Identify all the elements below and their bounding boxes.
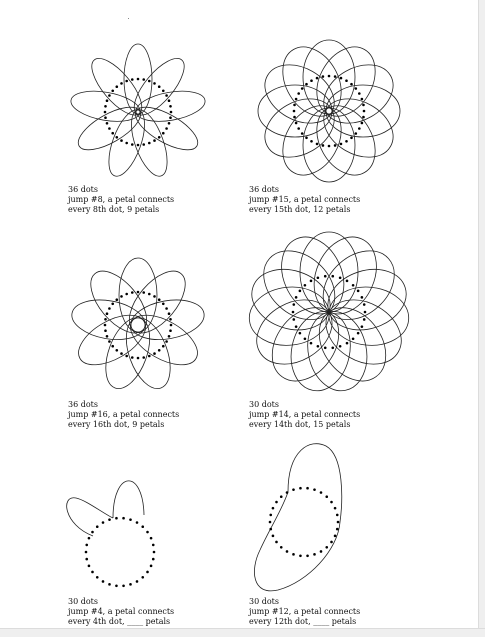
dot: [292, 553, 295, 556]
dot: [129, 583, 132, 586]
dot: [142, 78, 145, 81]
dot: [111, 132, 114, 135]
dot: [152, 558, 155, 561]
caption-fig2: [249, 185, 360, 215]
caption-line: jump #16, a petal connects: [68, 410, 180, 419]
dot: [280, 495, 283, 498]
dot: [297, 127, 300, 130]
dot: [129, 518, 132, 521]
dot: [169, 318, 172, 321]
dot: [111, 302, 114, 305]
figure-30-dots-jump-4: [60, 470, 180, 592]
dot: [331, 347, 334, 350]
dot: [106, 335, 109, 338]
dot: [310, 280, 313, 283]
dot: [104, 318, 107, 321]
dot: [350, 83, 353, 86]
dot: [320, 491, 323, 494]
dot: [324, 347, 327, 350]
caption-fig4: [249, 400, 360, 430]
dot: [293, 104, 296, 107]
dot: [292, 488, 295, 491]
dot: [310, 140, 313, 143]
dot: [168, 122, 171, 125]
dot: [108, 127, 111, 130]
dot: [350, 137, 353, 140]
dot: [137, 144, 140, 147]
dot: [169, 329, 172, 332]
dot: [168, 312, 171, 315]
dot: [362, 104, 365, 107]
dot: [165, 340, 168, 343]
dot: [304, 337, 307, 340]
dot: [355, 87, 358, 90]
dot: [361, 325, 364, 328]
dot: [125, 80, 128, 83]
dot: [146, 531, 149, 534]
dot: [137, 291, 140, 294]
dot: [301, 87, 304, 90]
caption-line: jump #15, a petal connects: [249, 195, 361, 204]
figure-30-dots-jump-12: [248, 440, 350, 592]
dot: [364, 311, 367, 314]
dot: [104, 329, 107, 332]
dot: [168, 335, 171, 338]
caption-line: jump #12, a petal connects: [249, 607, 361, 616]
dot: [299, 332, 302, 335]
dot: [108, 94, 111, 97]
dot: [102, 521, 105, 524]
dot: [269, 514, 272, 517]
bottom-edge: [0, 628, 485, 637]
dot: [292, 311, 295, 314]
dot: [115, 349, 118, 352]
dot: [269, 528, 272, 531]
dot: [142, 143, 145, 146]
dot: [165, 127, 168, 130]
dot: [153, 82, 156, 85]
caption-line: jump #4, a petal connects: [68, 607, 175, 616]
dot: [346, 342, 349, 345]
caption-fig3: [68, 400, 179, 430]
dot: [313, 553, 316, 556]
caption-fig1: [68, 185, 174, 215]
dot: [106, 122, 109, 125]
dot: [272, 507, 275, 510]
dot: [317, 345, 320, 348]
dot: [115, 298, 118, 301]
dot: [304, 284, 307, 287]
dot: [328, 145, 331, 148]
dot: [334, 75, 337, 78]
dot: [152, 544, 155, 547]
dot: [363, 318, 366, 321]
caption-line: every 14th dot, 15 petals: [249, 420, 351, 429]
dot: [158, 349, 161, 352]
dot: [269, 521, 272, 524]
dot: [286, 491, 289, 494]
dot: [111, 345, 114, 348]
dot: [153, 295, 156, 298]
dot: [125, 293, 128, 296]
dot: [91, 531, 94, 534]
petal: [128, 295, 207, 345]
dot: [305, 83, 308, 86]
dot: [325, 495, 328, 498]
dot: [91, 571, 94, 574]
dot: [108, 583, 111, 586]
dot: [316, 77, 319, 80]
dot: [334, 507, 337, 510]
dot: [102, 580, 105, 583]
dot: [352, 337, 355, 340]
dot: [115, 136, 118, 139]
dot: [122, 585, 125, 588]
caption-line: every 15th dot, 12 petals: [249, 205, 351, 214]
dot: [340, 77, 343, 80]
dot: [295, 296, 298, 299]
dot: [275, 541, 278, 544]
dot: [148, 355, 151, 358]
dot: [131, 143, 134, 146]
dot: [330, 541, 333, 544]
dot: [148, 293, 151, 296]
dot: [115, 85, 118, 88]
dot: [85, 551, 88, 554]
dot: [168, 99, 171, 102]
dot: [88, 537, 91, 540]
dot: [275, 501, 278, 504]
figure-36-dots-jump-15: [247, 38, 411, 184]
dot: [125, 355, 128, 358]
caption-line: 36 dots: [249, 185, 279, 194]
dot: [158, 298, 161, 301]
dot: [293, 116, 296, 119]
petal: [113, 481, 144, 518]
dot: [104, 111, 107, 114]
dot: [108, 307, 111, 310]
dot: [96, 576, 99, 579]
dot: [106, 99, 109, 102]
caption-line: jump #8, a petal connects: [68, 195, 175, 204]
dot: [158, 85, 161, 88]
dot: [111, 89, 114, 92]
petal: [69, 295, 148, 345]
dot: [336, 514, 339, 517]
petal: [254, 444, 341, 591]
dot: [153, 139, 156, 142]
stray-mark: [128, 18, 129, 19]
dot: [305, 137, 308, 140]
dot: [357, 332, 360, 335]
caption-line: every 8th dot, 9 petals: [68, 205, 160, 214]
dot: [142, 356, 145, 359]
dot: [310, 79, 313, 82]
dot: [301, 132, 304, 135]
dot: [170, 111, 173, 114]
dot: [317, 276, 320, 279]
dot: [115, 517, 118, 520]
dot: [322, 144, 325, 147]
dot: [295, 122, 298, 125]
caption-line: 36 dots: [68, 185, 98, 194]
dot: [358, 92, 361, 95]
dot: [162, 89, 165, 92]
dot: [334, 144, 337, 147]
figure-30-dots-jump-14: [247, 228, 411, 396]
caption-fig5: [68, 597, 174, 627]
dot: [122, 517, 125, 520]
dot: [137, 78, 140, 81]
dot: [295, 325, 298, 328]
caption-line: 30 dots: [249, 597, 279, 606]
dot: [320, 550, 323, 553]
dot: [104, 324, 107, 327]
dot: [148, 142, 151, 145]
dot: [299, 555, 302, 558]
dot: [363, 303, 366, 306]
dot: [357, 290, 360, 293]
dot: [306, 555, 309, 558]
caption-line: jump #14, a petal connects: [249, 410, 361, 419]
rosette-diagram: [60, 470, 180, 592]
dot: [141, 576, 144, 579]
dot: [339, 276, 342, 279]
dot: [324, 275, 327, 278]
dot: [340, 143, 343, 146]
petal: [119, 258, 157, 332]
dot: [158, 136, 161, 139]
dot: [339, 345, 342, 348]
caption-line: 36 dots: [68, 400, 98, 409]
dot: [146, 571, 149, 574]
dot: [162, 132, 165, 135]
dot: [322, 75, 325, 78]
dot: [337, 521, 340, 524]
dot: [292, 303, 295, 306]
dot: [352, 284, 355, 287]
dot: [96, 525, 99, 528]
dot: [148, 80, 151, 83]
dot: [299, 290, 302, 293]
dot: [131, 356, 134, 359]
dot: [306, 487, 309, 490]
dot: [88, 565, 91, 568]
dot: [334, 535, 337, 538]
dot: [362, 116, 365, 119]
rosette-diagram: [247, 38, 411, 184]
dot: [150, 537, 153, 540]
caption-line: 30 dots: [68, 597, 98, 606]
dot: [165, 307, 168, 310]
dot: [286, 550, 289, 553]
dot: [137, 357, 140, 360]
dot: [104, 116, 107, 119]
figure-36-dots-jump-16: [66, 258, 210, 392]
rosette-diagram: [247, 228, 411, 396]
rosette-diagram: [66, 45, 210, 179]
caption-fig6: [249, 597, 360, 627]
dot: [120, 82, 123, 85]
dot: [165, 94, 168, 97]
dot: [120, 295, 123, 298]
dot: [272, 535, 275, 538]
dot: [345, 79, 348, 82]
dot: [316, 143, 319, 146]
dot: [85, 544, 88, 547]
dot: [136, 521, 139, 524]
dot: [170, 324, 173, 327]
dot: [125, 142, 128, 145]
dot: [299, 487, 302, 490]
dot: [363, 110, 366, 113]
dot: [330, 501, 333, 504]
dot: [361, 98, 364, 101]
petal: [67, 498, 113, 536]
dot: [361, 122, 364, 125]
dot: [336, 528, 339, 531]
dot: [108, 518, 111, 521]
figure-36-dots-jump-8: [66, 45, 210, 179]
dot: [346, 280, 349, 283]
dot: [358, 127, 361, 130]
rosette-diagram: [66, 258, 210, 392]
dot: [297, 92, 300, 95]
caption-line: every 12th dot, ____ petals: [249, 617, 357, 626]
dot: [169, 105, 172, 108]
dot: [108, 340, 111, 343]
rosette-diagram: [248, 440, 350, 592]
dot: [153, 352, 156, 355]
dot: [355, 132, 358, 135]
dot: [106, 312, 109, 315]
dot: [328, 75, 331, 78]
dot: [131, 78, 134, 81]
dot: [295, 98, 298, 101]
dot: [131, 291, 134, 294]
dot: [104, 105, 107, 108]
dot: [120, 352, 123, 355]
dot: [310, 342, 313, 345]
dot: [293, 110, 296, 113]
dot: [85, 558, 88, 561]
dot: [313, 488, 316, 491]
dot: [120, 139, 123, 142]
dot: [331, 275, 334, 278]
dot: [150, 565, 153, 568]
dot: [292, 318, 295, 321]
dot: [153, 551, 156, 554]
dot: [345, 140, 348, 143]
scrollbar-track[interactable]: [478, 0, 485, 637]
caption-line: every 16th dot, 9 petals: [68, 420, 165, 429]
caption-line: 30 dots: [249, 400, 279, 409]
dot: [136, 580, 139, 583]
caption-line: every 4th dot, ____ petals: [68, 617, 171, 626]
dot: [115, 585, 118, 588]
dot: [169, 116, 172, 119]
dot: [361, 296, 364, 299]
dot: [162, 302, 165, 305]
dot: [142, 291, 145, 294]
dot: [325, 546, 328, 549]
dot: [280, 546, 283, 549]
dot: [162, 345, 165, 348]
dot: [141, 525, 144, 528]
